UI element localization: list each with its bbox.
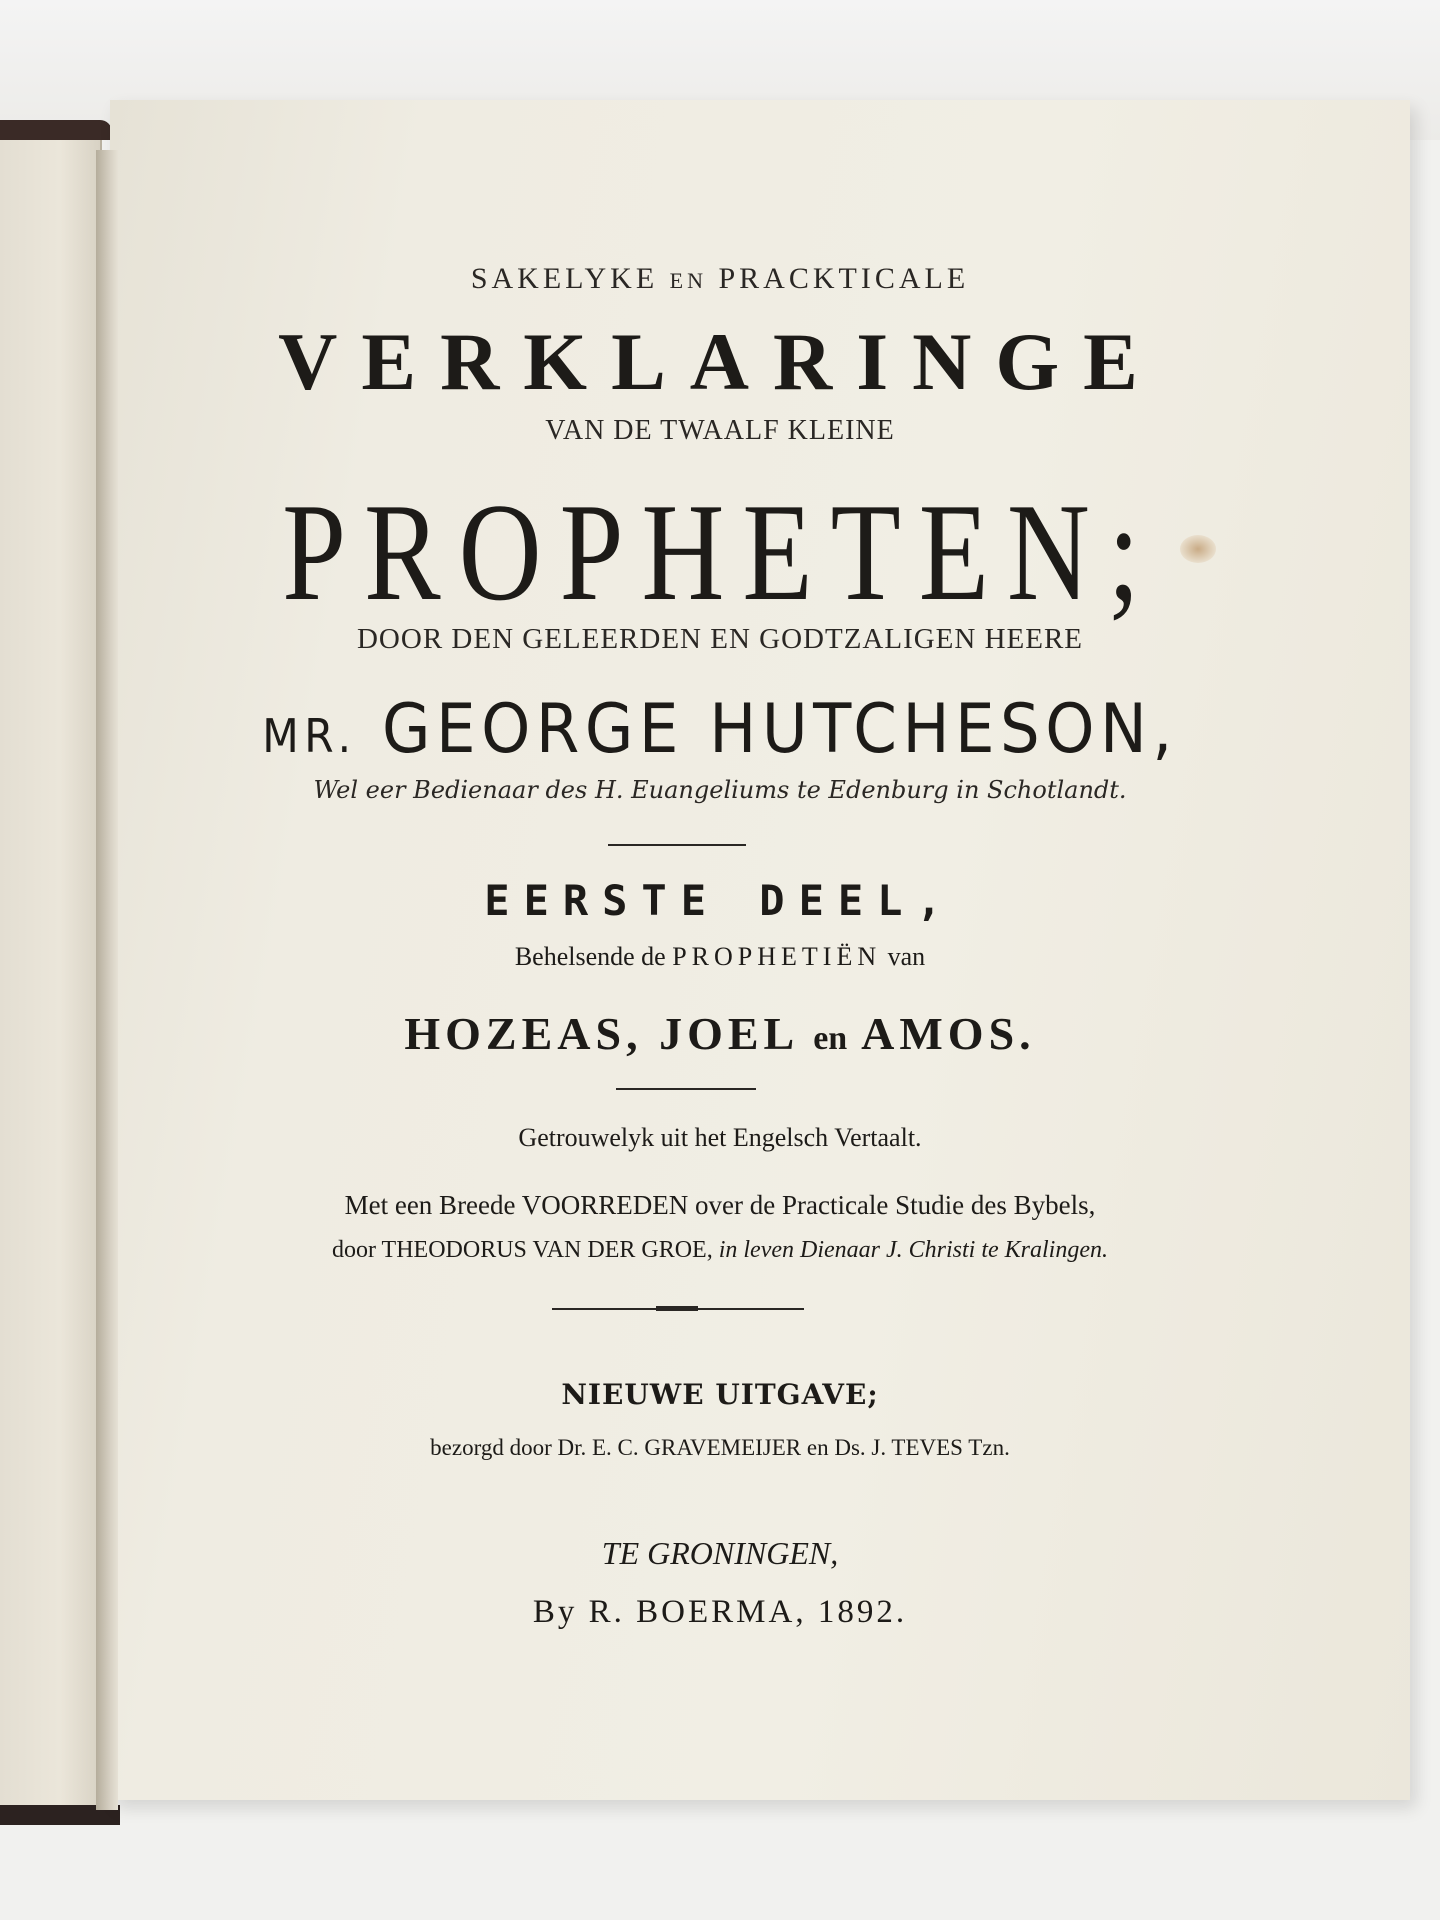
intro-word-3: PRACKTICALE xyxy=(718,262,970,295)
books-text-3: AMOS. xyxy=(861,1008,1036,1059)
ornamental-rule-center xyxy=(656,1306,698,1311)
intro-word-2: EN xyxy=(669,268,707,293)
intro-line xyxy=(0,262,1440,296)
books-text-1: HOZEAS, JOEL xyxy=(404,1008,797,1059)
intro-word-1: SAKELYKE xyxy=(470,262,659,295)
books-line xyxy=(0,1007,1440,1060)
divider-rule xyxy=(608,844,746,846)
preface-author-desc: in leven Dienaar J. Christi te Kralingen. xyxy=(718,1237,1108,1263)
author-line xyxy=(58,690,1383,769)
author-prefix: MR. xyxy=(262,709,357,763)
by-line: DOOR DEN GELEERDEN EN GODTZALIGEN HEERE xyxy=(356,623,1084,655)
contents-text-2: PROPHETIËN xyxy=(672,942,882,971)
book-subtitle: VAN DE TWAALF KLEINE xyxy=(545,415,895,446)
contents-text-3: van xyxy=(887,942,926,971)
edition-heading: NIEUWE UITGAVE; xyxy=(561,1378,879,1411)
contents-text-1: Behelsende de xyxy=(514,942,666,971)
preface-author-line xyxy=(0,1237,1440,1264)
divider-rule xyxy=(616,1088,756,1090)
publisher-line: By R. BOERMA, 1892. xyxy=(532,1594,908,1630)
part-heading: EERSTE DEEL, xyxy=(484,876,956,925)
place-line: TE GRONINGEN, xyxy=(601,1535,839,1571)
book-title: VERKLARINGE xyxy=(278,316,1162,407)
author-name: GEORGE HUTCHESON, xyxy=(382,690,1178,769)
editors-line: bezorgd door Dr. E. C. GRAVEMEIJER en Ds. J. TEVES Tzn. xyxy=(430,1435,1010,1460)
contents-line xyxy=(0,942,1440,972)
books-text-2: en xyxy=(813,1020,848,1057)
translation-note: Getrouwelyk uit het Engelsch Vertaalt. xyxy=(518,1123,922,1152)
preface-author: door THEODORUS VAN DER GROE, xyxy=(332,1237,713,1263)
author-description: Wel eer Bedienaar des H. Euangeliums te Edenburg in Schotlandt. xyxy=(313,776,1127,804)
book-cover-edge xyxy=(0,120,112,140)
preface-line: Met een Breede VOORREDEN over de Practicale Studie des Bybels, xyxy=(344,1190,1096,1220)
main-title: PROPHETEN; xyxy=(282,475,1158,630)
